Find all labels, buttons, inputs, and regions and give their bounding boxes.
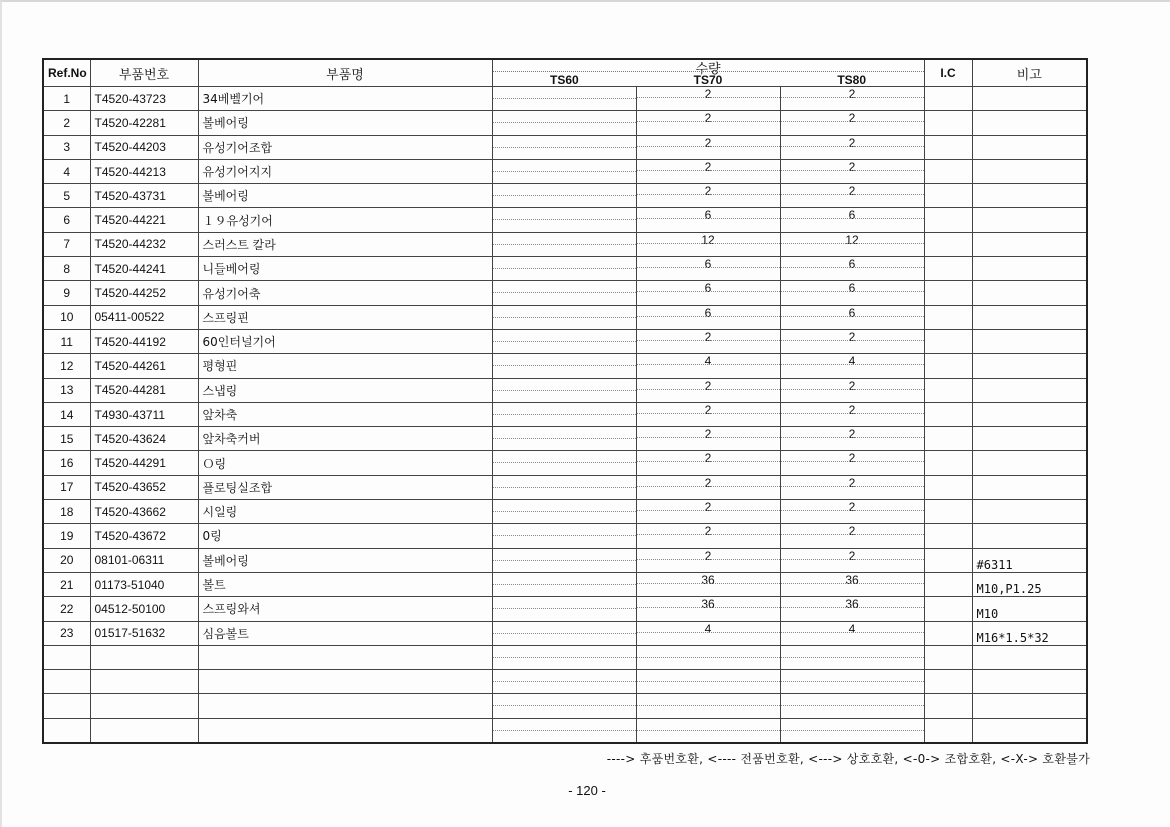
ref-no-cell: 1 [43,87,90,111]
qty-ts60-cell [492,184,636,208]
ref-no-cell: 5 [43,184,90,208]
ic-cell [924,694,972,718]
ic-cell [924,670,972,694]
part-number-cell: T4520-44261 [90,354,198,378]
table-header-row [43,59,1087,87]
header-quantity-label: 수량 [695,62,721,77]
table-row [43,694,1087,718]
qty-ts60-cell [492,159,636,183]
ref-no-cell: 4 [43,159,90,183]
part-number-cell: T4520-44192 [90,329,198,353]
ic-cell [924,159,972,183]
qty-ts80-cell: 2 [780,427,924,451]
ic-cell [924,111,972,135]
qty-ts60-cell [492,670,636,694]
qty-ts70-cell [636,718,780,743]
part-number-cell: T4520-43731 [90,184,198,208]
ic-cell [924,451,972,475]
part-name-cell: 스냅링 [198,378,492,402]
qty-ts80-cell: 36 [780,597,924,621]
qty-ts70-cell: 36 [636,597,780,621]
ref-no-cell: 2 [43,111,90,135]
table-row [43,451,1087,475]
ref-no-cell [43,694,90,718]
ic-cell [924,621,972,645]
part-number-cell: T4520-44221 [90,208,198,232]
qty-ts70-cell: 6 [636,208,780,232]
qty-ts70-cell: 36 [636,572,780,596]
part-name-cell: 0링 [198,524,492,548]
qty-ts60-cell [492,597,636,621]
qty-ts80-cell: 2 [780,378,924,402]
part-number-cell: T4520-44232 [90,232,198,256]
remark-cell [972,718,1087,743]
table-row [43,718,1087,743]
remark-cell [972,257,1087,281]
qty-ts80-cell: 12 [780,232,924,256]
remark-cell [972,111,1087,135]
qty-ts80-cell: 2 [780,184,924,208]
qty-ts60-cell [492,572,636,596]
part-name-cell: 스프링핀 [198,305,492,329]
remark-cell: M10 [972,597,1087,621]
ic-cell [924,548,972,572]
qty-ts80-cell: 6 [780,305,924,329]
part-number-cell: T4520-44252 [90,281,198,305]
part-name-cell: 플로팅실조합 [198,475,492,499]
table-row [43,329,1087,353]
qty-ts80-cell [780,694,924,718]
table-row [43,572,1087,596]
qty-ts70-cell: 2 [636,329,780,353]
part-name-cell: 볼베어링 [198,111,492,135]
interchangeability-legend: ----> 후품번호환, <---- 전품번호환, <---> 상호호환, <-0-> 조합호환, <-X-> 호환불가 [606,752,1090,766]
part-number-cell: T4520-44213 [90,159,198,183]
part-name-cell: 니들베어링 [198,257,492,281]
part-name-cell: １９유성기어 [198,208,492,232]
part-name-cell: 유성기어조합 [198,135,492,159]
qty-ts70-cell: 6 [636,305,780,329]
ref-no-cell: 22 [43,597,90,621]
page-number: - 120 - [568,783,606,798]
part-number-cell: T4520-43723 [90,87,198,111]
remark-cell [972,475,1087,499]
part-name-cell: 볼트 [198,572,492,596]
part-number-cell: T4520-44281 [90,378,198,402]
qty-ts70-cell: 2 [636,378,780,402]
table-row [43,184,1087,208]
part-number-cell: 01173-51040 [90,572,198,596]
qty-ts60-cell [492,257,636,281]
qty-ts80-cell: 4 [780,621,924,645]
header-quantity-models [493,73,924,87]
part-number-cell: T4520-44203 [90,135,198,159]
remark-cell [972,670,1087,694]
ic-cell [924,281,972,305]
qty-ts60-cell [492,475,636,499]
parts-table-body [43,87,1087,744]
ref-no-cell: 15 [43,427,90,451]
qty-ts70-cell: 4 [636,621,780,645]
ref-no-cell: 17 [43,475,90,499]
part-number-cell: T4930-43711 [90,402,198,426]
table-row [43,597,1087,621]
qty-ts80-cell: 2 [780,500,924,524]
ic-cell [924,572,972,596]
qty-ts70-cell: 2 [636,524,780,548]
ic-cell [924,475,972,499]
ic-cell [924,524,972,548]
table-row [43,524,1087,548]
qty-ts70-cell: 2 [636,184,780,208]
remark-cell [972,402,1087,426]
table-row [43,475,1087,499]
qty-ts60-cell [492,500,636,524]
table-row [43,232,1087,256]
table-row [43,305,1087,329]
part-name-cell [198,718,492,743]
qty-ts70-cell [636,694,780,718]
table-row [43,87,1087,111]
qty-ts80-cell [780,718,924,743]
remark-cell [972,87,1087,111]
ic-cell [924,208,972,232]
qty-ts70-cell: 6 [636,257,780,281]
qty-ts70-cell: 2 [636,427,780,451]
ic-cell [924,135,972,159]
qty-ts60-cell [492,645,636,669]
ref-no-cell: 7 [43,232,90,256]
part-name-cell: 심음볼트 [198,621,492,645]
part-number-cell: T4520-44291 [90,451,198,475]
ref-no-cell [43,645,90,669]
part-number-cell: T4520-42281 [90,111,198,135]
table-row [43,354,1087,378]
ic-cell [924,184,972,208]
remark-cell [972,378,1087,402]
remark-cell [972,354,1087,378]
table-row [43,159,1087,183]
qty-ts80-cell: 4 [780,354,924,378]
part-name-cell: 유성기어지지 [198,159,492,183]
remark-cell [972,524,1087,548]
part-number-cell: 04512-50100 [90,597,198,621]
table-row [43,621,1087,645]
remark-cell [972,694,1087,718]
qty-ts60-cell [492,378,636,402]
part-name-cell: 스러스트 칼라 [198,232,492,256]
ic-cell [924,305,972,329]
part-name-cell: 스프링와셔 [198,597,492,621]
qty-ts70-cell: 6 [636,281,780,305]
qty-ts60-cell [492,451,636,475]
table-row [43,548,1087,572]
qty-ts70-cell: 2 [636,548,780,572]
qty-ts60-cell [492,621,636,645]
part-name-cell: 평형핀 [198,354,492,378]
qty-ts80-cell [780,645,924,669]
qty-ts80-cell: 2 [780,159,924,183]
qty-ts60-cell [492,305,636,329]
remark-cell: M10,P1.25 [972,572,1087,596]
part-name-cell [198,645,492,669]
header-ref-no: Ref.No [43,59,90,87]
qty-ts60-cell [492,135,636,159]
table-row [43,378,1087,402]
ic-cell [924,257,972,281]
qty-ts60-cell [492,524,636,548]
part-number-cell: 05411-00522 [90,305,198,329]
header-part-name: 부품명 [198,59,492,87]
part-number-cell [90,670,198,694]
part-number-cell: T4520-43624 [90,427,198,451]
qty-ts70-cell: 2 [636,87,780,111]
part-name-cell: 유성기어축 [198,281,492,305]
part-name-cell: 앞차축커버 [198,427,492,451]
table-row [43,402,1087,426]
qty-ts80-cell: 36 [780,572,924,596]
qty-ts70-cell: 2 [636,500,780,524]
remark-cell [972,184,1087,208]
table-row [43,427,1087,451]
part-number-cell: T4520-44241 [90,257,198,281]
qty-ts80-cell: 2 [780,475,924,499]
qty-ts80-cell: 2 [780,111,924,135]
ic-cell [924,378,972,402]
table-row [43,111,1087,135]
qty-ts60-cell [492,694,636,718]
ic-cell [924,329,972,353]
qty-ts80-cell: 2 [780,524,924,548]
header-part-number: 부품번호 [90,59,198,87]
table-row [43,645,1087,669]
qty-ts80-cell: 2 [780,135,924,159]
qty-ts70-cell: 2 [636,159,780,183]
table-row [43,257,1087,281]
ref-no-cell: 19 [43,524,90,548]
qty-ts60-cell [492,111,636,135]
part-name-cell [198,670,492,694]
part-name-cell: 시일링 [198,500,492,524]
ic-cell [924,354,972,378]
ref-no-cell: 9 [43,281,90,305]
part-name-cell: Ｏ링 [198,451,492,475]
parts-table [42,58,1088,744]
remark-cell [972,281,1087,305]
qty-ts70-cell [636,670,780,694]
ref-no-cell: 16 [43,451,90,475]
part-number-cell [90,718,198,743]
part-name-cell: 볼베어링 [198,184,492,208]
ic-cell [924,427,972,451]
qty-ts60-cell [492,208,636,232]
remark-cell [972,159,1087,183]
qty-ts70-cell: 2 [636,475,780,499]
remark-cell [972,208,1087,232]
ic-cell [924,500,972,524]
remark-cell [972,645,1087,669]
ic-cell [924,645,972,669]
part-number-cell: T4520-43652 [90,475,198,499]
ref-no-cell: 13 [43,378,90,402]
ref-no-cell: 12 [43,354,90,378]
qty-ts60-cell [492,329,636,353]
qty-ts80-cell: 6 [780,208,924,232]
qty-ts60-cell [492,548,636,572]
ref-no-cell: 8 [43,257,90,281]
header-remark: 비고 [972,59,1087,87]
qty-ts80-cell: 2 [780,87,924,111]
ref-no-cell: 10 [43,305,90,329]
header-quantity [492,59,924,87]
remark-cell [972,135,1087,159]
ic-cell [924,232,972,256]
part-number-cell [90,694,198,718]
qty-ts70-cell: 2 [636,402,780,426]
part-name-cell: 앞차축 [198,402,492,426]
part-number-cell: 01517-51632 [90,621,198,645]
ic-cell [924,718,972,743]
part-number-cell [90,645,198,669]
remark-cell [972,305,1087,329]
qty-ts80-cell: 2 [780,548,924,572]
qty-ts60-cell [492,427,636,451]
part-number-cell: 08101-06311 [90,548,198,572]
part-name-cell: 볼베어링 [198,548,492,572]
ref-no-cell [43,718,90,743]
header-ic: I.C [924,59,972,87]
qty-ts80-cell: 2 [780,451,924,475]
qty-ts60-cell [492,354,636,378]
remark-cell [972,427,1087,451]
remark-cell: #6311 [972,548,1087,572]
header-ts60: TS60 [549,73,579,87]
qty-ts80-cell: 2 [780,402,924,426]
qty-ts60-cell [492,402,636,426]
table-row [43,208,1087,232]
qty-ts70-cell: 4 [636,354,780,378]
remark-cell [972,329,1087,353]
ref-no-cell: 14 [43,402,90,426]
qty-ts70-cell: 12 [636,232,780,256]
qty-ts60-cell [492,281,636,305]
qty-ts70-cell: 2 [636,111,780,135]
part-name-cell: 60인터널기어 [198,329,492,353]
part-name-cell: 34베벨기어 [198,87,492,111]
qty-ts60-cell [492,718,636,743]
table-row [43,135,1087,159]
remark-cell: M16*1.5*32 [972,621,1087,645]
qty-ts70-cell: 2 [636,135,780,159]
qty-ts70-cell [636,645,780,669]
qty-ts70-cell: 2 [636,451,780,475]
part-name-cell [198,694,492,718]
remark-cell [972,232,1087,256]
header-quantity-divider [493,71,924,72]
qty-ts80-cell: 6 [780,281,924,305]
ic-cell [924,87,972,111]
qty-ts80-cell: 6 [780,257,924,281]
remark-cell [972,451,1087,475]
qty-ts60-cell [492,232,636,256]
table-row [43,670,1087,694]
part-number-cell: T4520-43672 [90,524,198,548]
ic-cell [924,597,972,621]
ref-no-cell [43,670,90,694]
part-number-cell: T4520-43662 [90,500,198,524]
ic-cell [924,402,972,426]
qty-ts80-cell: 2 [780,329,924,353]
ref-no-cell: 21 [43,572,90,596]
ref-no-cell: 11 [43,329,90,353]
ref-no-cell: 6 [43,208,90,232]
table-row [43,500,1087,524]
ref-no-cell: 23 [43,621,90,645]
table-row [43,281,1087,305]
remark-cell [972,500,1087,524]
ref-no-cell: 3 [43,135,90,159]
header-ts70: TS70 [693,73,723,87]
ref-no-cell: 18 [43,500,90,524]
qty-ts80-cell [780,670,924,694]
qty-ts60-cell [492,87,636,111]
ref-no-cell: 20 [43,548,90,572]
header-ts80: TS80 [837,73,867,87]
